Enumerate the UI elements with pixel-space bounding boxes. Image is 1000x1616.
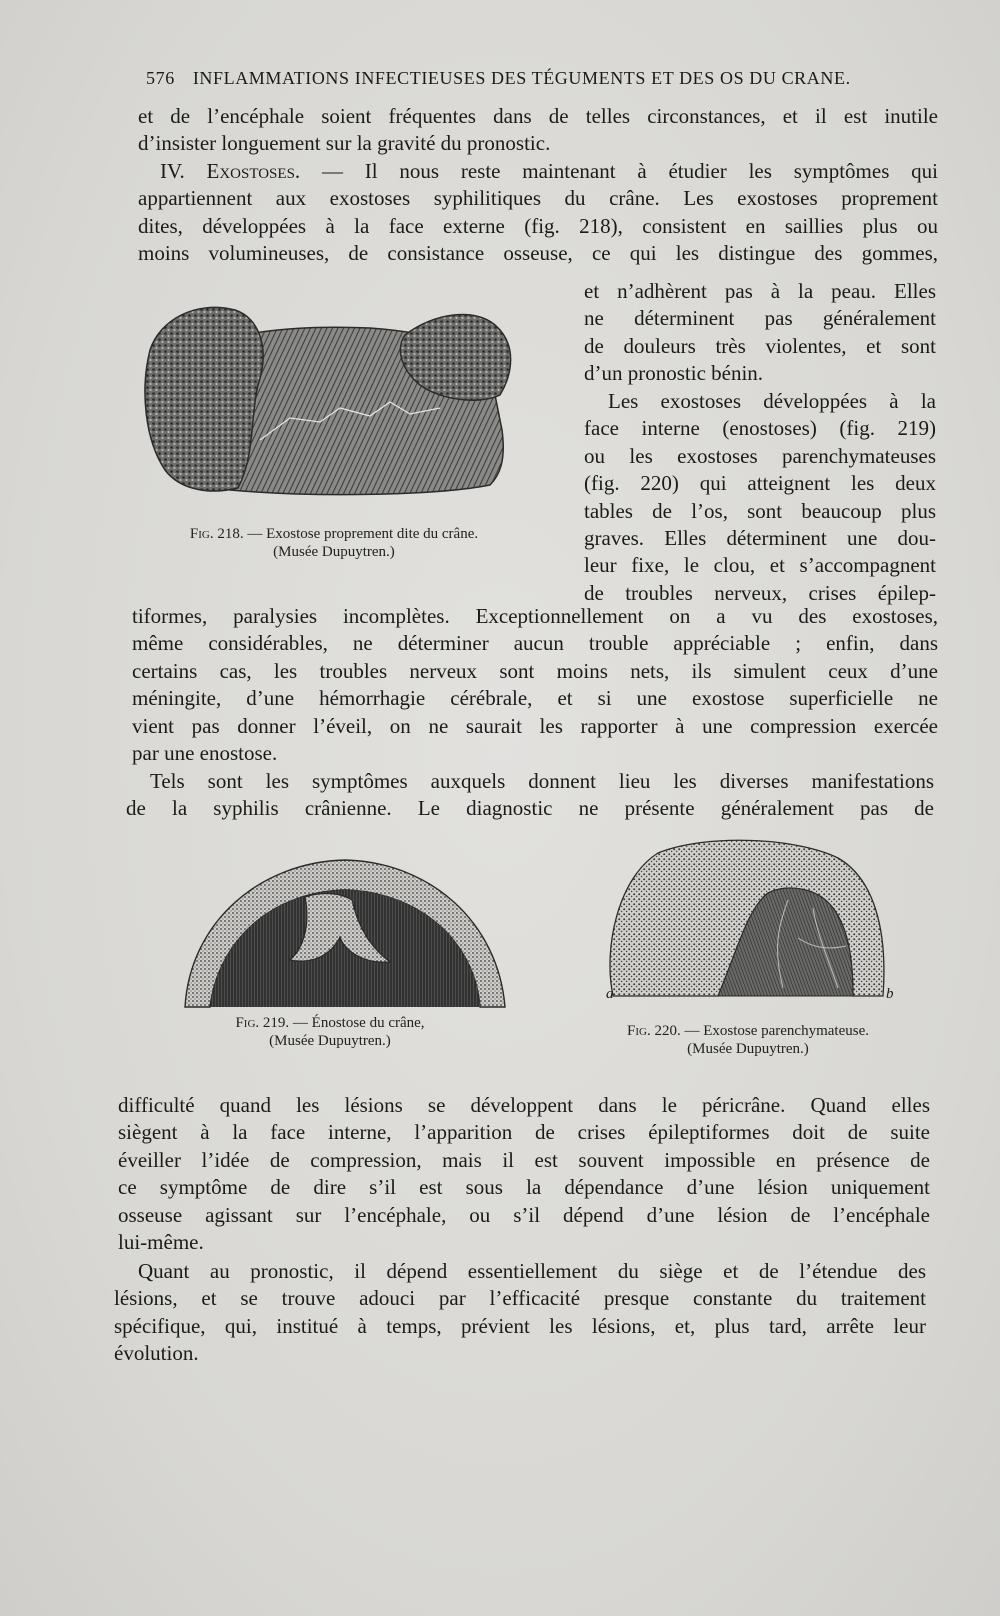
- figure-source: (Musée Dupuytren.): [687, 1041, 809, 1057]
- fig219-caption: [170, 1014, 490, 1050]
- text-line: leur fixe, le clou, et s’accompagnent: [584, 553, 936, 578]
- text-line: éveiller l’idée de compression, mais il est souvent impossible en présence de: [118, 1147, 930, 1172]
- text-line: ou les exostoses parenchymateuses: [584, 443, 936, 468]
- page-number: 576: [146, 68, 175, 88]
- paragraph-2-narrow: [584, 278, 936, 388]
- figure-caption: — Exostose proprement dite du crâne.: [243, 526, 479, 542]
- text-line: lésions, et se trouve adouci par l’efficacité presque constante du traitement: [114, 1286, 926, 1311]
- text-line: Quant au pronostic, il dépend essentiellement du siège et de l’étendue des: [138, 1259, 926, 1283]
- text-line: par une enostose.: [132, 741, 278, 766]
- text-line: et n’adhèrent pas à la peau. Elles: [584, 279, 936, 303]
- text-line: difficulté quand les lésions se développent dans le péricrâne. Quand elles: [118, 1093, 930, 1117]
- text-line: appartiennent aux exostoses syphilitiques du crâne. Les exostoses proprement: [138, 186, 938, 211]
- text-line: certains cas, les troubles nerveux sont moins nets, ils simulent ceux d’une: [132, 658, 938, 683]
- paragraph-1: [138, 103, 938, 158]
- paragraph-3: [132, 603, 938, 767]
- figure-caption: — Énostose du crâne,: [289, 1015, 425, 1031]
- paragraph-2: [138, 158, 938, 268]
- section-number: IV.: [160, 159, 185, 183]
- fig220-caption: [578, 1022, 918, 1058]
- text-line: moins volumineuses, de consistance osseuse, ce qui les distingue des gommes,: [138, 241, 938, 266]
- figure-label: Fig. 219.: [235, 1015, 290, 1031]
- text-line: d’insister longuement sur la gravité du pronostic.: [138, 131, 551, 156]
- marker-a-label: a: [606, 986, 614, 1002]
- text-run: — Il nous reste maintenant à étudier les symptômes qui: [300, 159, 938, 183]
- running-head: [146, 68, 936, 89]
- text-line: tables de l’os, sont beaucoup plus: [584, 498, 936, 523]
- text-line: Tels sont les symptômes auxquels donnent lieu les diverses manifestations: [150, 769, 934, 793]
- text-line: lui-même.: [118, 1230, 204, 1255]
- text-line: tiformes, paralysies incomplètes. Exceptionnellement on a vu des exostoses,: [132, 604, 938, 628]
- text-line: évolution.: [114, 1341, 199, 1366]
- text-line: vient pas donner l’éveil, on ne saurait les rapporter à une compression exercée: [132, 713, 938, 738]
- marker-b-label: b: [886, 986, 894, 1002]
- paragraph-6: [114, 1258, 926, 1368]
- text-line: de la syphilis crânienne. Le diagnostic ne présente généralement pas de: [126, 796, 934, 821]
- figure-source: (Musée Dupuytren.): [269, 1033, 391, 1049]
- text-line: face interne (enostoses) (fig. 219): [584, 416, 936, 441]
- figure-caption: — Exostose parenchymateuse.: [680, 1023, 869, 1039]
- text-line: de troubles nerveux, crises épilep-: [584, 580, 936, 605]
- section-title: Exostoses.: [206, 159, 301, 183]
- figure-label: Fig. 218.: [189, 526, 244, 542]
- text-line: méningite, d’une hémorrhagie cérébrale, et si une exostose superficielle ne: [132, 686, 938, 711]
- text-line: Les exostoses développées à la: [608, 389, 936, 413]
- text-line: ce symptôme de dire s’il est sous la dépendance d’une lésion uniquement: [118, 1175, 930, 1200]
- text-line: spécifique, qui, institué à temps, prévient les lésions, et, plus tard, arrête leur: [114, 1313, 926, 1338]
- text-line: graves. Elles déterminent une dou-: [584, 526, 936, 551]
- paragraph-4: [126, 768, 934, 823]
- paragraph-3-narrow: [584, 388, 936, 607]
- text-line: d’un pronostic bénin.: [584, 361, 764, 386]
- figure-label: Fig. 220.: [627, 1023, 681, 1039]
- skull-enostosis-section-engraving-icon: [180, 852, 510, 1012]
- text-line: dites, développées à la face externe (fig. 218), consistent en saillies plus ou: [138, 213, 938, 238]
- paragraph-5: [118, 1092, 930, 1256]
- running-title: INFLAMMATIONS INFECTIEUSES DES TÉGUMENTS ET DES OS DU CRANE.: [192, 68, 851, 88]
- figure-source: (Musée Dupuytren.): [273, 544, 395, 560]
- text-line: osseuse agissant sur l’encéphale, ou s’il dépend d’une lésion de l’encéphale: [118, 1202, 930, 1227]
- caption-line: [140, 525, 528, 543]
- text-line: et de l’encéphale soient fréquentes dans de telles circonstances, et il est inutile: [138, 104, 938, 128]
- text-line: (fig. 220) qui atteignent les deux: [584, 471, 936, 496]
- text-line: ne déterminent pas généralement: [584, 306, 936, 331]
- skull-exostosis-engraving-icon: [140, 290, 528, 512]
- text-line: de douleurs très violentes, et sont: [584, 333, 936, 358]
- text-line: [138, 158, 938, 185]
- caption-line: [170, 1014, 490, 1032]
- caption-line: [578, 1022, 918, 1040]
- text-line: siègent à la face interne, l’apparition de crises épileptiformes doit de suite: [118, 1120, 930, 1145]
- fig218-caption: [140, 525, 528, 561]
- parenchymatous-exostosis-engraving-icon: [598, 838, 898, 1010]
- text-line: même considérables, ne déterminer aucun trouble appréciable ; enfin, dans: [132, 631, 938, 656]
